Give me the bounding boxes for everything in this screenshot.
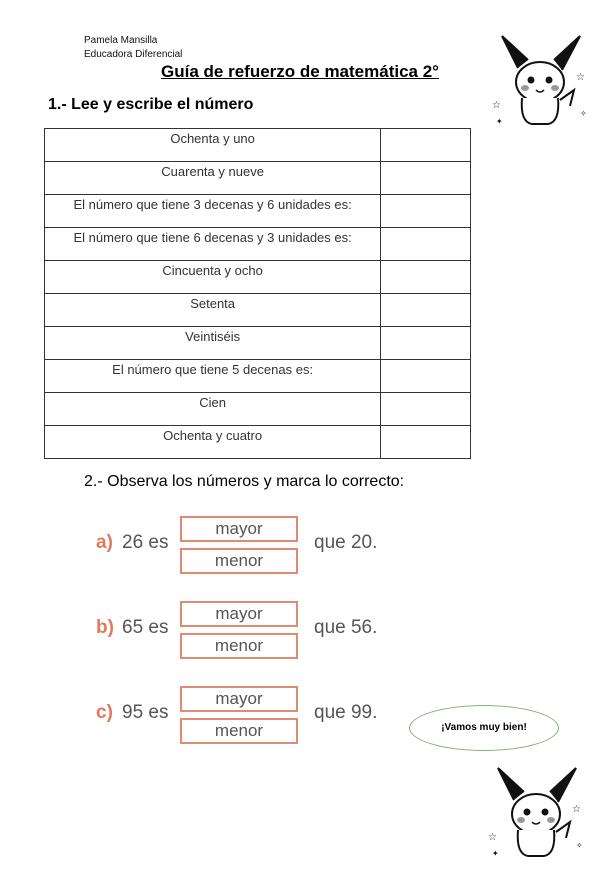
svg-text:✧: ✧ <box>580 109 587 118</box>
option-menor[interactable]: menor <box>180 633 298 659</box>
answer-cell[interactable] <box>381 327 471 360</box>
item-number: 65 es <box>122 617 169 638</box>
section1-heading: 1.- Lee y escribe el número <box>48 96 254 113</box>
row-prompt: El número que tiene 5 decenas es: <box>45 360 381 393</box>
table-row <box>45 261 471 294</box>
row-prompt: Veintiséis <box>45 327 381 360</box>
table-row <box>45 327 471 360</box>
table-row <box>45 294 471 327</box>
option-mayor[interactable]: mayor <box>180 516 298 542</box>
table-row <box>45 162 471 195</box>
author-block <box>84 34 182 62</box>
item-letter: c) <box>96 702 113 723</box>
row-prompt: Ochenta y uno <box>45 129 381 162</box>
item-comparison: que 20. <box>314 532 378 553</box>
row-prompt: Cincuenta y ocho <box>45 261 381 294</box>
item-number: 95 es <box>122 702 169 723</box>
svg-text:✧: ✧ <box>576 841 583 850</box>
row-prompt: Cuarenta y nueve <box>45 162 381 195</box>
answer-cell[interactable] <box>381 129 471 162</box>
pikachu-illustration-bottom <box>484 762 588 862</box>
answer-cell[interactable] <box>381 228 471 261</box>
table-row <box>45 426 471 459</box>
item-number: 26 es <box>122 532 169 553</box>
comparison-item-b <box>96 601 396 665</box>
item-letter: b) <box>96 617 114 638</box>
row-prompt: El número que tiene 3 decenas y 6 unidades es: <box>45 195 381 228</box>
table-row <box>45 393 471 426</box>
option-menor[interactable]: menor <box>180 548 298 574</box>
pikachu-illustration-top <box>488 30 592 130</box>
answer-cell[interactable] <box>381 195 471 228</box>
table-row <box>45 360 471 393</box>
encouragement-bubble: ¡Vamos muy bien! <box>409 705 559 751</box>
answer-cell[interactable] <box>381 294 471 327</box>
option-mayor[interactable]: mayor <box>180 601 298 627</box>
item-comparison: que 99. <box>314 702 378 723</box>
svg-text:☆: ☆ <box>488 832 497 843</box>
option-menor[interactable]: menor <box>180 718 298 744</box>
author-role: Educadora Diferencial <box>84 49 183 60</box>
answer-cell[interactable] <box>381 360 471 393</box>
option-mayor[interactable]: mayor <box>180 686 298 712</box>
svg-text:✦: ✦ <box>496 117 503 126</box>
author-name: Pamela Mansilla <box>84 35 158 46</box>
numbers-table <box>44 128 471 459</box>
row-prompt: Ochenta y cuatro <box>45 426 381 459</box>
table-row <box>45 195 471 228</box>
answer-cell[interactable] <box>381 261 471 294</box>
svg-text:☆: ☆ <box>572 804 581 815</box>
page-title: Guía de refuerzo de matemática 2° <box>161 62 439 81</box>
section2-heading: 2.- Observa los números y marca lo correcto: <box>84 473 405 490</box>
table-row <box>45 228 471 261</box>
table-row <box>45 129 471 162</box>
comparison-item-a <box>96 516 396 580</box>
svg-text:✦: ✦ <box>492 849 499 858</box>
item-comparison: que 56. <box>314 617 378 638</box>
svg-text:☆: ☆ <box>576 72 585 83</box>
svg-text:☆: ☆ <box>492 100 501 111</box>
row-prompt: Setenta <box>45 294 381 327</box>
row-prompt: El número que tiene 6 decenas y 3 unidades es: <box>45 228 381 261</box>
item-letter: a) <box>96 532 113 553</box>
row-prompt: Cien <box>45 393 381 426</box>
answer-cell[interactable] <box>381 426 471 459</box>
answer-cell[interactable] <box>381 393 471 426</box>
comparison-item-c <box>96 686 396 750</box>
answer-cell[interactable] <box>381 162 471 195</box>
